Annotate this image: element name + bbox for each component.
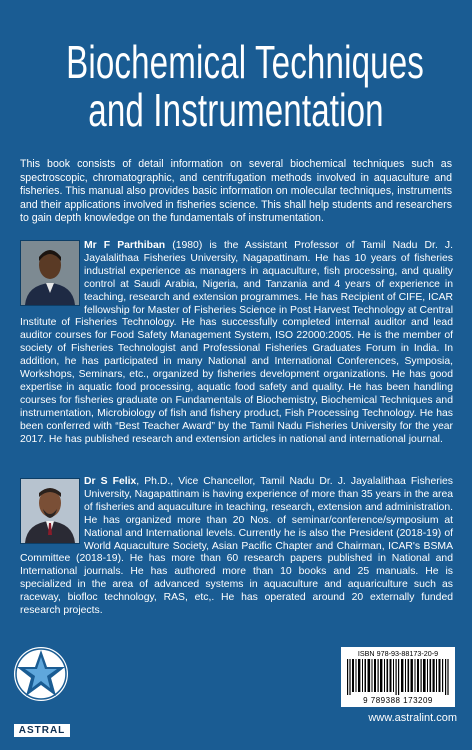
publisher-logo-text: ASTRAL (14, 724, 70, 737)
book-summary: This book consists of detail information on several biochemical techniques such as spectroscopic, chromatographic, and centrifugation methods involved in aquaculture and fisheries. This manual also provides basic information on molecular techniques, instruments and their applications involved in fisheries science. This shall help students and researchers to gain depth knowledge on the fundamentals of instrumentation. (20, 158, 452, 224)
publisher-logo (10, 640, 72, 724)
barcode-number: 9 789388 173209 (363, 696, 433, 705)
author-bio-text: , Ph.D., Vice Chancellor, Tamil Nadu Dr. J. Jayalalithaa Fisheries University, Nagapattinam is having experience of more than 35 years in the area of fisheries and aquaculture in teaching, research, extension and administration. He has organized more than 20 Nos. of seminar/conference/symposium at National and International levels. Currently he is also the President (2018-19) of World Aquaculture Society, Asian Pacific Chapter and Chairman, ICAR's BSMA Committee (2018-19). He has more than 60 research papers published in National and International journals. He has authored more than 10 books and 25 manuals. He is specialized in the area of advanced systems in aquaculture and aquariculture such as raceway, biofloc technology, RAS, etc,. He has operated around 20 externally funded research projects. (20, 476, 453, 617)
star-icon (10, 640, 72, 724)
book-title-line-2: and Instrumentation (88, 84, 384, 136)
author-name: Mr F Parthiban (84, 240, 166, 251)
author-bio-text: (1980) is the Assistant Professor of Tamil Nadu Dr. J. Jayalalithaa Fisheries University, Nagapattinam. He has 10 years of fisheries industrial experience as managers in aquaculture, fish processing, and quality control at Saudi Arabia, Nigeria, and Tanzania and 4 years of experience in teaching, research and extension programmes. He has Recipient of CIFE, ICAR fellowship for Master of Fisheries Science in Post Harvest Technology at Central Institute of Fisheries Technology. He has successfully completed internal auditor and lead auditor courses for Food Safety Management System, ISO 22000:2005. He is the member of society of Fisheries Technologist and Professional Fisheries Graduates Forum in India. In addition, he has participated in many National and International Conferences, Symposia, Workshops, Seminars, etc., organized by fisheries development organizations. He has good expertise in aquatic food processing, aquatic food safety and quality. He has been handling courses for fisheries graduate on Fundamentals of Biochemistry, Biochemical Techniques and instrumentation, Microbiology of fish and fishery product, Fish Processing Technology. He has been conferred with “Best Teacher Award” by the Tamil Nadu Fisheries University for the year 2017. He has published research and extension articles in national and international journal. (20, 240, 453, 445)
barcode-icon (345, 659, 451, 695)
book-title (66, 36, 424, 136)
book-title-line-1: Biochemical Techniques (66, 36, 424, 88)
barcode (341, 647, 455, 707)
author-name: Dr S Felix (84, 476, 137, 487)
author-bio-felix (20, 476, 453, 618)
author-bio-parthiban (20, 240, 453, 447)
publisher-website[interactable]: www.astralint.com (368, 712, 457, 724)
isbn-text: ISBN 978-93-88173-20-9 (357, 649, 439, 658)
